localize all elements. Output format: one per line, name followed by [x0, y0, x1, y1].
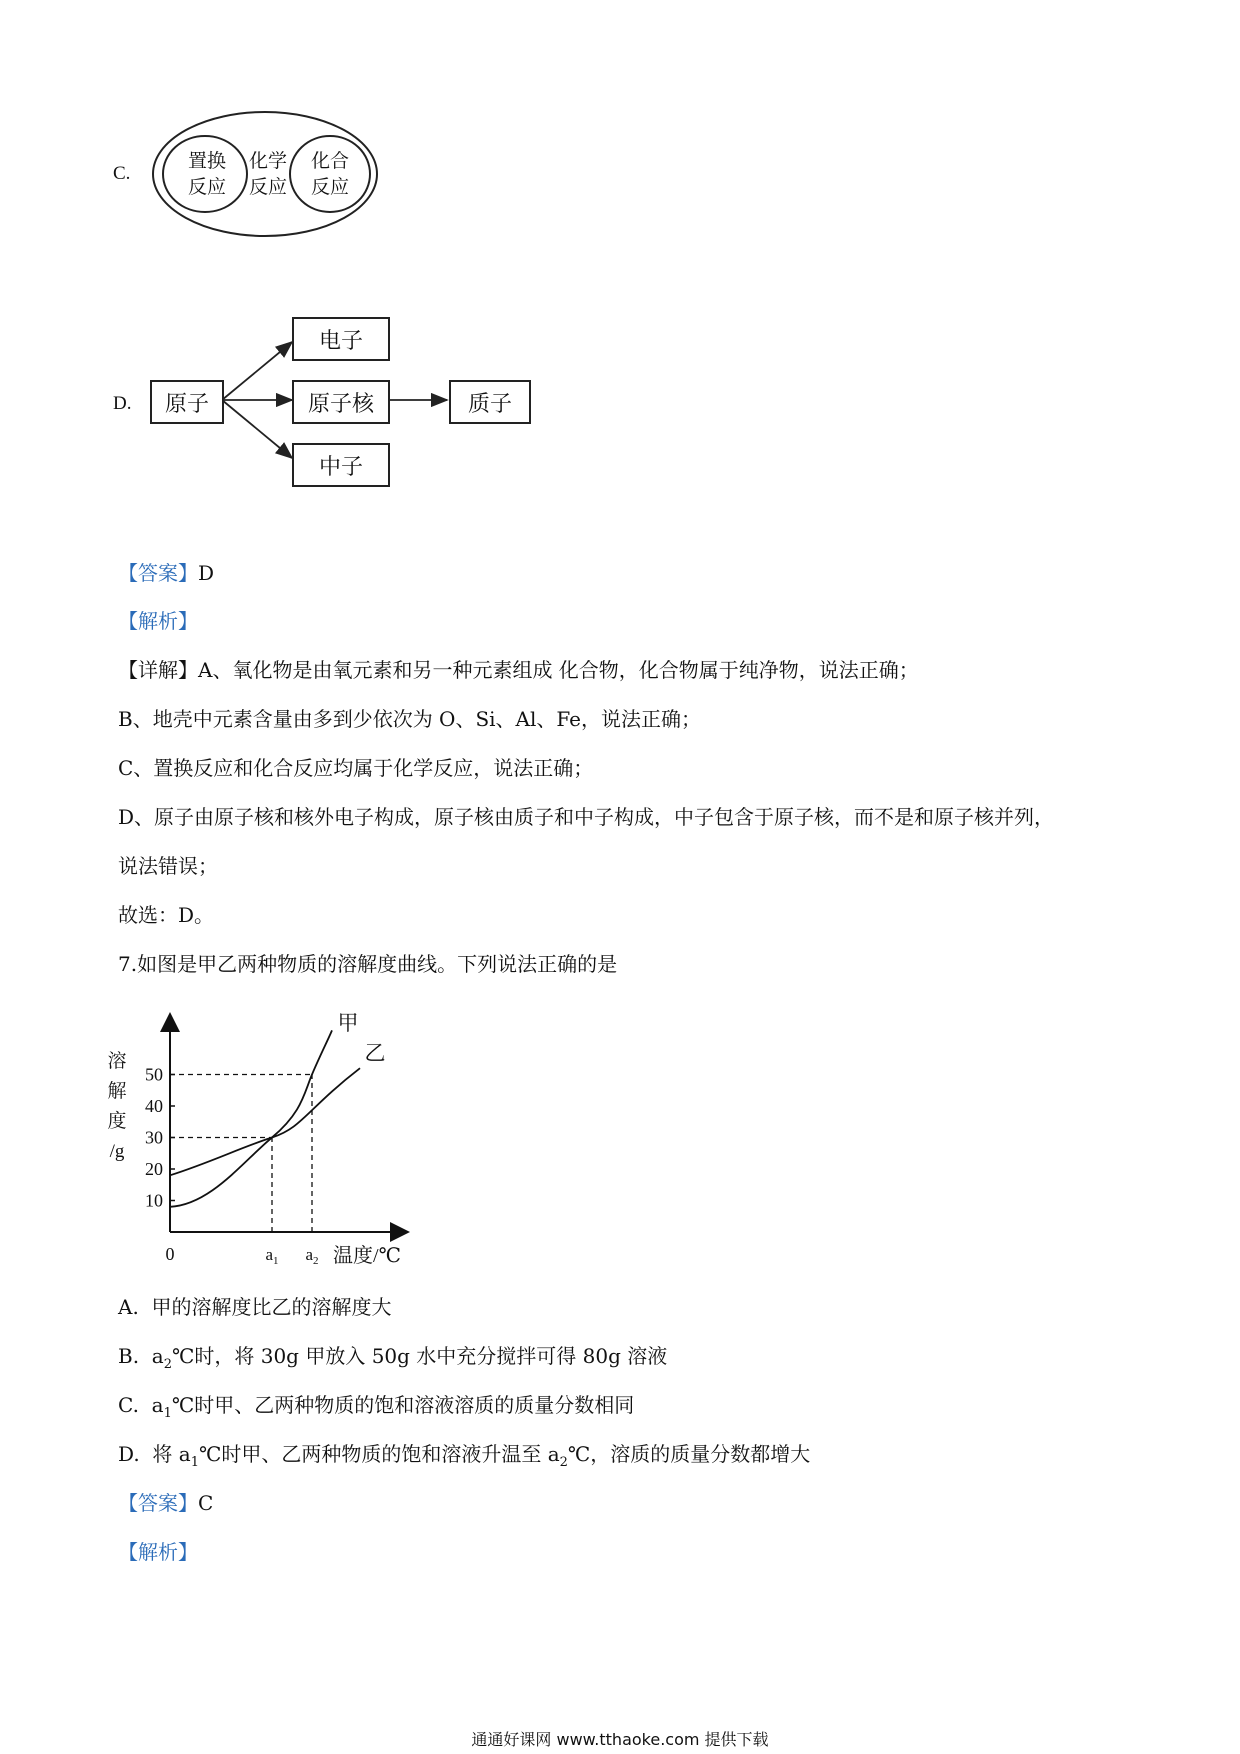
q6-analysis-heading — [118, 607, 198, 635]
analysis-tag: 【解析】 — [118, 1540, 198, 1564]
y-axis-label: 溶 — [107, 1051, 127, 1072]
option-c-letter: C. — [113, 163, 131, 184]
x-axis-label: 温度/℃ — [333, 1245, 401, 1267]
arrow-atom-neutron — [222, 400, 292, 458]
series-label-jia: 甲 — [337, 1011, 359, 1035]
y-tick-label: 20 — [145, 1159, 163, 1179]
q7-stem: 7.如图是甲乙两种物质的溶解度曲线。下列说法正确的是 — [118, 952, 618, 976]
q7-analysis-heading — [118, 1538, 198, 1566]
y-tick-label: 40 — [145, 1096, 163, 1116]
neutron-box: 中子 — [292, 443, 390, 487]
q7-option-a: A. 甲的溶解度比乙的溶解度大 — [118, 1295, 392, 1319]
displacement-reaction-label: 置换 反应 — [187, 150, 226, 198]
curve-yi — [170, 1068, 360, 1175]
curve-jia — [170, 1030, 332, 1206]
answer-tag: 【答案】 — [118, 561, 198, 585]
x-tick-label: $a_2$ — [305, 1245, 319, 1267]
q6-detail-line-4: D、原子由原子核和核外电子构成，原子核由质子和中子构成，中子包含于原子核，而不是和原子核并列， — [118, 805, 1055, 829]
q7-answer — [118, 1489, 213, 1517]
q6-answer — [118, 559, 214, 587]
answer-tag: 【答案】 — [118, 1491, 198, 1515]
combination-reaction-label: 化合 反应 — [310, 150, 349, 198]
y-tick-label: 10 — [145, 1190, 163, 1211]
origin-label: 0 — [165, 1244, 175, 1264]
option-d-letter: D. — [113, 393, 132, 414]
electron-box: 电子 — [292, 317, 390, 361]
y-tick-label: 50 — [145, 1064, 163, 1085]
page-footer: 通通好课网 www.tthaoke.com 提供下载 — [471, 1730, 769, 1749]
arrow-atom-electron — [222, 342, 292, 400]
y-axis-label: 度 — [107, 1111, 127, 1132]
analysis-tag: 【解析】 — [118, 609, 198, 633]
q6-detail-line-1: 【详解】A、氧化物是由氧元素和另一种元素组成 化合物，化合物属于纯净物，说法正确； — [118, 658, 919, 682]
q7-option-d: D. 将 $a_1℃$时甲、乙两种物质的饱和溶液升温至 $a_2℃$，溶质的质量分数都增大 — [118, 1442, 811, 1470]
detail-tag: 【详解】 — [118, 658, 198, 682]
q6-detail-line-6: 故选：D。 — [118, 903, 215, 927]
atom-structure-arrows — [0, 0, 600, 500]
series-label-yi: 乙 — [364, 1041, 386, 1065]
q6-detail-line-5: 说法错误； — [118, 854, 218, 878]
atom-box: 原子 — [150, 380, 224, 424]
y-axis-label: 解 — [107, 1081, 127, 1102]
y-axis-label: /g — [109, 1141, 125, 1162]
q7-option-c: C. $a_1℃$时甲、乙两种物质的饱和溶液溶质的质量分数相同 — [118, 1393, 635, 1421]
q7-option-b: B. $a_2℃$时，将 30g 甲放入 50g 水中充分搅拌可得 80g 溶液 — [118, 1344, 668, 1372]
chemical-reaction-label: 化学 反应 — [248, 150, 287, 198]
nucleus-box: 原子核 — [292, 380, 390, 424]
solubility-chart — [100, 1010, 420, 1267]
q6-detail-line-2: B、地壳中元素含量由多到少依次为 O、Si、Al、Fe，说法正确； — [118, 707, 702, 731]
answer-value: C — [198, 1491, 214, 1515]
y-tick-label: 30 — [145, 1127, 163, 1148]
q6-detail-line-3: C、置换反应和化合反应均属于化学反应，说法正确； — [118, 756, 594, 780]
answer-value: D — [198, 561, 215, 585]
proton-box: 质子 — [449, 380, 531, 424]
x-tick-label: $a_1$ — [265, 1245, 279, 1267]
